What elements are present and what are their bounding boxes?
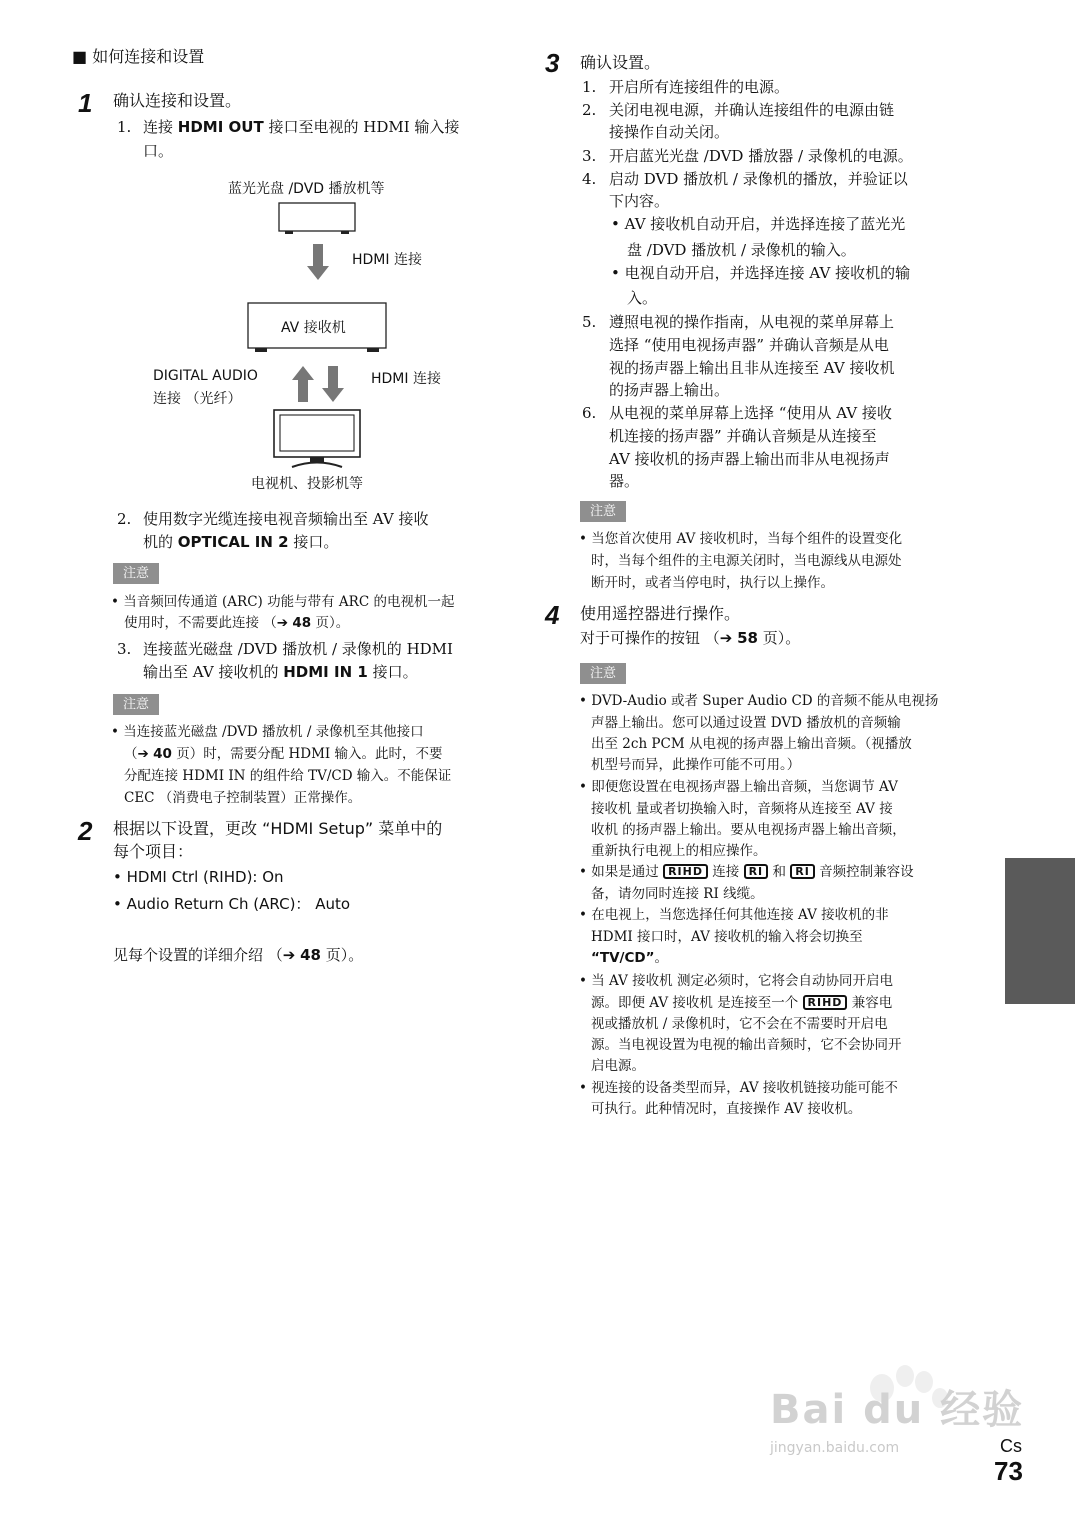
chapter-tab (1005, 858, 1075, 1004)
step-2-number: 2 (78, 816, 93, 846)
tv-label: 电视机、投影机等 (251, 476, 363, 492)
digital-audio-label: DIGITAL AUDIO (153, 368, 258, 384)
step-3-sub-2-cont: 入。 (627, 289, 658, 307)
step-2-title-cont: 每个项目： (113, 842, 194, 861)
watermark-url: jingyan.baidu.com (770, 1440, 900, 1456)
note-4-e-l3: 视或播放机 / 录像机时，它不会在不需要时开启电 (591, 1016, 888, 1032)
step-3-item-2-cont: 接操作自动关闭。 (609, 123, 730, 141)
step-3-item-6-l1: 从电视的菜单屏幕上选择 “使用从 AV 接收 (609, 404, 892, 422)
step-3-item-1: 开启所有连接组件的电源。 (609, 78, 790, 96)
step-1-item-3: 连接蓝光磁盘 /DVD 播放机 / 录像机的 HDMI (143, 640, 453, 658)
step-3-item-2: 关闭电视电源，并确认连接组件的电源由链 (609, 101, 895, 119)
section-heading: ■ 如何连接和设置 (72, 47, 205, 66)
step-1-item-3-cont: 输出至 AV 接收机的 HDMI IN 1 接口。 (143, 663, 418, 681)
note-4-a-l3: 出至 2ch PCM 从电视的扬声器上输出音频。（视播放 (591, 736, 912, 752)
step-4-number: 4 (545, 600, 560, 630)
note-4-a-l1: • DVD-Audio 或者 Super Audio CD 的音频不能从电视扬 (579, 693, 939, 709)
arrow-down-icon (307, 266, 329, 280)
step-3-item-5-l4: 的扬声器上输出。 (609, 381, 730, 399)
note-4-a-l4: 机型号而异，此操作可能不可用。） (591, 757, 801, 773)
step-3-sub-1: • AV 接收机自动开启，并选择连接了蓝光光 (611, 215, 906, 233)
note-4-e-l4: 源。当电视设置为电视的输出音频时，它不会协同开 (591, 1037, 902, 1053)
step-2-title: 根据以下设置，更改 “HDMI Setup” 菜单中的 (113, 819, 443, 838)
step-1-item-2-prefix: 2. (117, 510, 132, 528)
note-4-d-l3: “TV/CD”。 (591, 950, 668, 966)
note-1-line-2: 使用时，不需要此连接 （➔ 48 页）。 (124, 615, 350, 631)
step-1-item-3-prefix: 3. (117, 640, 132, 658)
note-2-line-2: （➔ 40 页）时，需要分配 HDMI 输入。此时，不要 (124, 746, 443, 762)
note-label-3: 注意 (580, 501, 626, 522)
ri-logo-icon-2: RI (790, 864, 815, 879)
step-4-title: 使用遥控器进行操作。 (580, 604, 741, 623)
step-3-item-1-prefix: 1. (582, 78, 597, 96)
arrow-down-icon-2 (322, 388, 344, 402)
step-4-line: 对于可操作的按钮 （➔ 58 页）。 (580, 629, 801, 647)
receiver-label: AV 接收机 (281, 320, 346, 336)
step-3-item-6-prefix: 6. (582, 404, 597, 422)
step-1-item-1-cont: 口。 (143, 142, 174, 160)
ri-logo-icon: RI (744, 864, 769, 879)
note-4-e-l5: 启电源。 (591, 1058, 645, 1074)
note-4-c-l2: 备，请勿同时连接 RI 线缆。 (591, 886, 764, 902)
note-4-b-l1: • 即便您设置在电视扬声器上输出音频，当您调节 AV (579, 779, 898, 795)
step-1-title: 确认连接和设置。 (113, 91, 242, 110)
hdmi-label-1: HDMI 连接 (352, 252, 422, 268)
step-3-sub-2: • 电视自动开启，并选择连接 AV 接收机的输 (611, 264, 911, 282)
step-3-item-5-l1: 遵照电视的操作指南，从电视的菜单屏幕上 (609, 313, 895, 331)
note-2-line-3: 分配连接 HDMI IN 的组件给 TV/CD 输入。不能保证 (124, 768, 452, 784)
note-4-b-l2: 接收机 量或者切换输入时，音频将从连接至 AV 接 (591, 801, 893, 817)
note-label-2: 注意 (113, 694, 159, 715)
note-4-f-l1: • 视连接的设备类型而异，AV 接收机链接功能可能不 (579, 1080, 898, 1096)
note-4-b-l3: 收机 的扬声器上输出。要从电视扬声器上输出音频， (591, 822, 906, 838)
note-4-a-l2: 声器上输出。您可以通过设置 DVD 播放机的音频输 (591, 715, 901, 731)
step-3-item-4-cont: 下内容。 (609, 192, 670, 210)
step-2-bullet-1: • HDMI Ctrl (RIHD): On (113, 868, 284, 886)
step-3-item-5-l2: 选择 “使用电视扬声器” 并确认音频是从电 (609, 336, 889, 354)
arrow-up-icon (292, 366, 314, 402)
step-3-item-4: 启动 DVD 播放机 / 录像机的播放，并验证以 (609, 170, 908, 188)
step-3-item-5-l3: 视的扬声器上输出且非从连接至 AV 接收机 (609, 359, 895, 377)
step-3-item-3-prefix: 3. (582, 147, 597, 165)
step-1-item-1: 连接 HDMI OUT 接口至电视的 HDMI 输入接 (143, 118, 460, 136)
step-1-item-1-prefix: 1. (117, 118, 132, 136)
note-1-line-1: • 当音频回传通道 (ARC) 功能与带有 ARC 的电视机一起 (111, 594, 455, 610)
note-4-c-l1: • 如果是通过 RIHD 连接 RI 和 RI 音频控制兼容设 (579, 864, 914, 880)
note-label-1: 注意 (113, 563, 159, 584)
note-2-line-4: CEC （消费电子控制装置）正常操作。 (124, 790, 362, 806)
note-4-f-l2: 可执行。此种情况时，直接操作 AV 接收机。 (591, 1101, 862, 1117)
note-4-d-l2: HDMI 接口时，AV 接收机的输入将会切换至 (591, 929, 863, 945)
step-1-number: 1 (78, 88, 93, 118)
note-3-line-2: 时，当每个组件的主电源关闭时，当电源线从电源处 (591, 553, 902, 569)
step-3-sub-1-cont: 盘 /DVD 播放机 / 录像机的输入。 (627, 241, 856, 259)
note-3-line-1: • 当您首次使用 AV 接收机时，当每个组件的设置变化 (579, 531, 903, 547)
watermark-logo-text: Bai du 经验 (770, 1387, 1025, 1433)
step-2-bullet-2: • Audio Return Ch (ARC)： Auto (113, 895, 351, 913)
step-3-item-6-l2: 机连接的扬声器” 并确认音频是从连接至 (609, 427, 877, 445)
step-3-title: 确认设置。 (580, 53, 661, 72)
rihd-logo-icon: RIHD (663, 864, 708, 879)
player-device (279, 203, 355, 231)
step-3-item-3: 开启蓝光光盘 /DVD 播放器 / 录像机的电源。 (609, 147, 913, 165)
note-3-line-3: 断开时，或者当停电时，执行以上操作。 (591, 575, 834, 591)
note-label-4: 注意 (580, 663, 626, 684)
note-4-b-l4: 重新执行电视上的相应操作。 (591, 843, 767, 859)
optical-label: 连接 （光纤） (153, 391, 242, 407)
rihd-logo-icon-2: RIHD (803, 995, 848, 1010)
step-2-see: 见每个设置的详细介绍 （➔ 48 页）。 (113, 946, 364, 964)
step-3-number: 3 (545, 48, 560, 78)
step-1-item-2-cont: 机的 OPTICAL IN 2 接口。 (143, 533, 339, 551)
note-4-e-l2: 源。即便 AV 接收机 是连接至一个 RIHD 兼容电 (591, 995, 893, 1011)
step-3-item-6-l4: 器。 (609, 472, 640, 490)
step-3-item-5-prefix: 5. (582, 313, 597, 331)
note-2-line-1: • 当连接蓝光磁盘 /DVD 播放机 / 录像机至其他接口 (111, 724, 424, 740)
page-number: 73 (994, 1456, 1023, 1486)
step-3-item-2-prefix: 2. (582, 101, 597, 119)
step-3-item-4-prefix: 4. (582, 170, 597, 188)
note-4-d-l1: • 在电视上，当您选择任何其他连接 AV 接收机的非 (579, 907, 889, 923)
step-1-item-2: 使用数字光缆连接电视音频输出至 AV 接收 (143, 510, 429, 528)
player-label: 蓝光光盘 /DVD 播放机等 (228, 181, 385, 197)
language-code: Cs (1000, 1436, 1022, 1456)
hdmi-label-2: HDMI 连接 (371, 371, 441, 387)
note-4-e-l1: • 当 AV 接收机 测定必须时，它将会自动协同开启电 (579, 973, 893, 989)
step-3-item-6-l3: AV 接收机的扬声器上输出而非从电视扬声 (609, 450, 890, 468)
